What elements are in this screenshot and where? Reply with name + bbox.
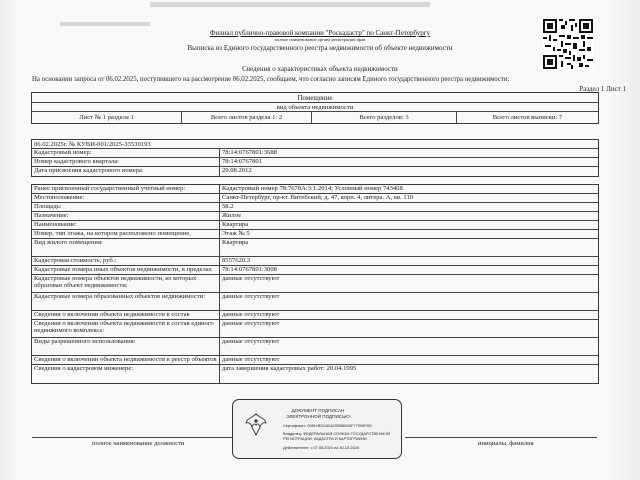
row-value: 29.08.2012: [222, 167, 252, 174]
table-row: [32, 293, 598, 311]
row-value: данные отсутствуют: [222, 320, 280, 327]
sheet-number: Лист № 1 раздела 1: [32, 112, 182, 123]
scan-noise: [150, 2, 430, 7]
row-label: Местоположение:: [32, 194, 220, 202]
table-row: [32, 212, 598, 221]
table-row: [32, 221, 598, 230]
row-label: Виды разрешенного использования:: [32, 338, 220, 355]
row-value: 78:14:0767801: [222, 158, 262, 165]
stamp-owner-2: РЕГИСТРАЦИИ, КАДАСТРА И КАРТОГРАФИИ: [283, 436, 367, 441]
row-label: Кадастровые номера объектов недвижимости, из которых образован объект недвижимости:: [32, 275, 220, 292]
table-row: [32, 257, 598, 266]
table-row: [32, 167, 598, 176]
table-row: [32, 320, 598, 338]
row-value: данные отсутствуют: [222, 275, 280, 282]
row-label: Сведения о кадастровом инженере:: [32, 365, 220, 383]
characteristics-block: [31, 184, 599, 384]
table-row: [32, 356, 598, 365]
row-value: Жилое: [222, 212, 242, 219]
doc-title: Выписка из Единого государственного реестра недвижимости об объекте недвижимости: [187, 44, 453, 52]
row-value: Кадастровый номер 78:7678А:3:1:2014; Условный номер 743468: [222, 185, 403, 192]
sheet-total-razdel: Всего листов раздела 1: 2: [182, 112, 312, 123]
basis-text: На основании запроса от 06.02.2025, поступившего на рассмотрение 06.02.2025, сообщаем, что согласно записям Единого государственного реестра недвижимости:: [32, 76, 510, 83]
stamp-owner: Владелец: ФЕДЕРАЛЬНАЯ СЛУЖБА ГОСУДАРСТВЕННОЙ: [283, 431, 391, 436]
request-date-number: 06.02.2025г. № КУВИ-001/2025-33530193: [34, 141, 151, 148]
row-value: данные отсутствуют: [222, 356, 280, 363]
row-value: Этаж № 5: [222, 230, 250, 237]
row-label: Ранее присвоенный государственный учетный номер:: [32, 185, 220, 193]
section-title: Сведения о характеристиках объекта недвижимости: [242, 65, 398, 73]
table-row: [32, 194, 598, 203]
row-value: данные отсутствуют: [222, 311, 280, 318]
stamp-title-2: ЭЛЕКТРОННОЙ ПОДПИСЬЮ: [286, 414, 350, 419]
table-row: [32, 338, 598, 356]
row-label: Кадастровая стоимость, руб.:: [32, 257, 220, 265]
row-value: Квартира: [222, 239, 249, 246]
row-value: 78:14:0767801:3008: [222, 266, 277, 273]
table-row: [32, 275, 598, 293]
object-kind-caption: вид объекта недвижимости: [276, 104, 354, 111]
row-label: Кадастровый номер:: [32, 149, 220, 157]
row-value: данные отсутствуют: [222, 293, 280, 300]
position-caption: полное наименование должности: [92, 440, 185, 447]
row-label: Сведения о включении объекта недвижимости в реестр объектов: [32, 356, 220, 364]
table-row: [32, 239, 598, 257]
cadastral-block: [31, 139, 599, 177]
row-label: Назначение:: [32, 212, 220, 220]
row-label: Номер кадастрового квартала:: [32, 158, 220, 166]
table-row: [32, 149, 598, 158]
stamp-certificate: Сертификат: 0081НЕ02А0АЛ0098В00F77099F0D: [283, 423, 372, 428]
row-label: Номер, тип этажа, на котором расположено помещение,: [32, 230, 220, 238]
table-row: [32, 365, 598, 383]
row-label: Наименование:: [32, 221, 220, 229]
row-value: данные отсутствуют: [222, 338, 280, 345]
sheet-total-vypiska: Всего листов выписки: 7: [492, 114, 563, 121]
row-value: 58.2: [222, 203, 234, 210]
scan-noise: [60, 22, 150, 26]
name-line: [405, 437, 597, 438]
table-row: [32, 185, 598, 194]
row-value: Квартира: [222, 221, 249, 228]
row-value: дата завершения кадастровых работ: 20.04.1995: [222, 365, 357, 372]
sheet-sections: Всего разделов: 3: [312, 112, 457, 123]
org-line: Филиал публично-правовой компании "Роскадастр" по Санкт-Петербургу: [209, 29, 431, 37]
stamp-validity: Действителен: с 07.08.2024 по 30.10.2025: [283, 445, 359, 450]
row-value: 78:14:0767801:3688: [222, 149, 277, 156]
position-line: [32, 437, 232, 438]
table-row: [32, 203, 598, 212]
org-sub: полное наименование органа регистрации прав: [274, 37, 366, 42]
stamp-title-1: ДОКУМЕНТ ПОДПИСАН: [291, 408, 345, 413]
table-row: [32, 266, 598, 275]
row-label: Сведения о включении объекта недвижимости в состав: [32, 311, 220, 319]
table-row: [32, 230, 598, 239]
row-label: Площадь:: [32, 203, 220, 211]
razdel-label: Раздел 1 Лист 1: [579, 85, 626, 93]
row-label: Кадастровые номера образованных объектов недвижимости:: [32, 293, 220, 310]
table-row: [32, 158, 598, 167]
object-kind: Помещение: [297, 94, 333, 102]
row-label: Сведения о включении объекта недвижимости в состав единого недвижимого комплекса:: [32, 320, 220, 337]
row-label: Дата присвоения кадастрового номера:: [32, 167, 220, 176]
table-row: [32, 311, 598, 320]
row-label: Кадастровые номера иных объектов недвижимости, в пределах: [32, 266, 220, 274]
object-kind-block: [31, 92, 599, 124]
row-label: Вид жилого помещения:: [32, 239, 220, 256]
row-value: 8557620.3: [222, 257, 251, 264]
e-signature-stamp: [232, 399, 402, 459]
name-caption: инициалы, фамилия: [478, 440, 534, 447]
qr-code: [543, 19, 593, 69]
row-value: Санкт-Петербург, пр-кт. Витебский, д. 47, корп. 4, литера. А, кв. 110: [222, 194, 414, 201]
